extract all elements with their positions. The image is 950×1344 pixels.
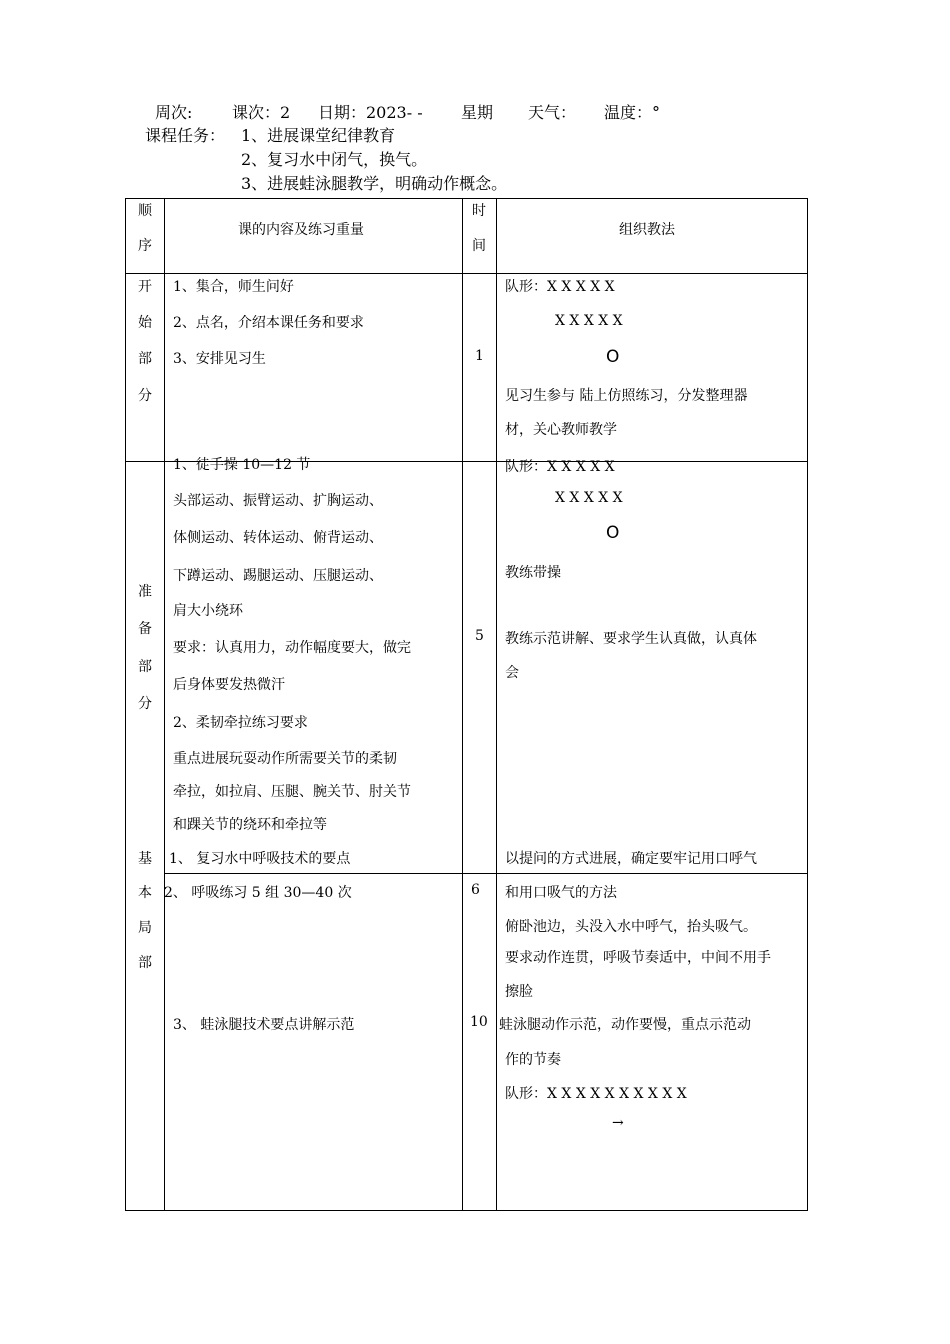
header-order-char-1: 顺 [138, 203, 152, 219]
section2-content-2: 头部运动、振臂运动、扩胸运动、 [173, 493, 383, 509]
header-content: 课的内容及练习重量 [238, 222, 364, 238]
task-item-2: 2、复习水中闭气，换气。 [241, 150, 428, 169]
section2-content-1: 1、徒手操 10—12 节 [173, 457, 311, 473]
section2-content-7: 后身体要发热微汗 [173, 677, 285, 693]
section1-teacher-marker: O [606, 347, 620, 367]
header-date: 日期：2023- - [318, 103, 423, 122]
section3-content-3: 3、 蛙泳腿技术要点讲解示范 [173, 1017, 355, 1033]
section2-content-5: 肩大小绕环 [173, 603, 243, 619]
section3-label-char-1: 本 [138, 885, 152, 901]
section3-label-char-3: 部 [138, 955, 152, 971]
section2-formation-row1: 队形：X X X X X [505, 459, 615, 475]
section2-content-10: 牵拉，如拉肩、压腿、腕关节、肘关节 [173, 784, 411, 800]
section1-label-char-2: 始 [138, 315, 152, 331]
task-item-3: 3、进展蛙泳腿教学，明确动作概念。 [241, 174, 508, 193]
table-col-divider-1 [164, 198, 165, 1211]
section3-method-line1: 和用口吸气的方法 [505, 885, 617, 901]
section3-method-line3: 要求动作连贯，呼吸节奏适中，中间不用手 [505, 950, 771, 966]
task-label: 课程任务： [145, 126, 226, 145]
section2-content-6: 要求：认真用力，动作幅度要大，做完 [173, 640, 411, 656]
section2-method-line2: 教练示范讲解、要求学生认真做，认真体 [505, 631, 757, 647]
section2-content-11: 和踝关节的绕环和牵拉等 [173, 817, 327, 833]
section2-content-8: 2、柔韧牵拉练习要求 [173, 715, 308, 731]
table-divider-section2 [164, 873, 808, 874]
header-order-char-2: 序 [138, 238, 152, 254]
section1-formation-row2: X X X X X [555, 313, 623, 329]
section1-method-line1: 见习生参与 陆上仿照练习，分发整理器 [505, 388, 748, 404]
section2-label-char-1: 准 [138, 584, 152, 600]
arrow-right-icon: → [612, 1115, 624, 1131]
section3-content-1: 1、 复习水中呼吸技术的要点 [169, 851, 351, 867]
section3-time-1: 6 [471, 882, 480, 898]
section3-label-char-2: 局 [138, 920, 152, 936]
table-border-top [125, 198, 808, 199]
section3-method-line2: 俯卧池边，头没入水中呼气，抬头吸气。 [505, 919, 757, 935]
table-border-bottom [125, 1210, 808, 1211]
header-weekday: 星期 [461, 103, 494, 122]
section3-label-top: 基 [138, 851, 152, 867]
section1-time: 1 [475, 348, 484, 364]
section3-formation: 队形：X X X X X X X X X X [505, 1086, 687, 1102]
section1-formation-row1: 队形：X X X X X [505, 279, 615, 295]
header-lesson: 课次：2 [232, 103, 291, 122]
section1-method-line2: 材，关心教师教学 [505, 422, 617, 438]
table-border-right [807, 198, 808, 1211]
section1-label-char-3: 部 [138, 351, 152, 367]
section2-method-line3: 会 [505, 665, 519, 681]
section2-label-char-2: 备 [138, 621, 152, 637]
section3-time-2: 10 [470, 1014, 488, 1030]
section2-time: 5 [475, 628, 484, 644]
section3-method-line6: 作的节奏 [505, 1052, 561, 1068]
section3-method-line4: 擦脸 [505, 984, 533, 1000]
section2-label-char-4: 分 [138, 696, 152, 712]
header-time-char-2: 间 [472, 238, 486, 254]
task-item-1: 1、进展课堂纪律教育 [241, 126, 396, 145]
table-col-divider-3 [496, 198, 497, 1211]
table-border-left [125, 198, 126, 1211]
section2-content-3: 体侧运动、转体运动、俯背运动、 [173, 530, 383, 546]
section2-content-9: 重点进展玩耍动作所需要关节的柔韧 [173, 751, 397, 767]
header-week: 周次: [155, 103, 193, 122]
section2-formation-row2: X X X X X [555, 490, 623, 506]
header-temperature: 温度：° [604, 103, 661, 122]
section3-method-line5: 蛙泳腿动作示范，动作要慢，重点示范动 [499, 1017, 751, 1033]
section1-content-1: 1、集合，师生问好 [173, 279, 294, 295]
section1-label-char-4: 分 [138, 388, 152, 404]
section2-content-4: 下蹲运动、踢腿运动、压腿运动、 [173, 568, 383, 584]
header-method: 组织教法 [619, 222, 675, 238]
section2-method-line1: 教练带操 [505, 565, 561, 581]
section1-label-char-1: 开 [138, 279, 152, 295]
section2-teacher-marker: O [606, 523, 620, 543]
section1-content-2: 2、点名，介绍本课任务和要求 [173, 315, 364, 331]
section2-label-char-3: 部 [138, 659, 152, 675]
section3-content-2: 2、 呼吸练习 5 组 30—40 次 [164, 885, 352, 901]
section1-content-3: 3、安排见习生 [173, 351, 266, 367]
header-time-char-1: 时 [472, 203, 486, 219]
table-col-divider-2 [462, 198, 463, 1211]
section3-method-line0: 以提问的方式进展，确定要牢记用口呼气 [505, 851, 757, 867]
header-weather: 天气： [528, 103, 577, 122]
table-divider-header [125, 273, 808, 274]
